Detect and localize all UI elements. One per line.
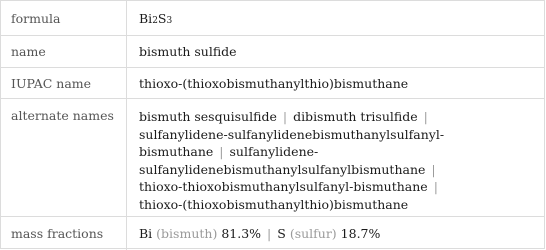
value-alternate-names: [128, 99, 544, 216]
value-iupac-name: thioxo-(thioxobismuthanylthio)bismuthane: [139, 75, 409, 91]
mass-fraction-s-value: 18.7%: [340, 226, 381, 241]
value-formula: [128, 1, 544, 35]
mass-fraction-s-name: (sulfur): [289, 226, 337, 241]
row-alternate-names: [1, 99, 544, 217]
alternate-names-line: [139, 126, 444, 144]
formula-element-bi: Bi: [139, 10, 153, 26]
alternate-name: bismuth sesquisulfide: [139, 109, 277, 124]
alternate-name: sulfanylidene-: [229, 144, 319, 159]
label-name: name: [1, 36, 127, 67]
mass-fraction-bi-value: 81.3%: [221, 226, 262, 241]
separator: |: [267, 226, 272, 241]
alternate-name: sulfanylidene-sulfanylidenebismuthanylsulfanyl-: [139, 126, 445, 142]
alternate-name: sulfanylidenebismuthanylsulfanylbismuthane: [139, 161, 426, 177]
separator: |: [282, 109, 288, 124]
formula-subscript-bi: 2: [152, 16, 158, 26]
row-name: [1, 36, 544, 68]
row-iupac-name: [1, 68, 544, 99]
label-formula: formula: [1, 1, 127, 35]
row-formula: [1, 1, 544, 36]
value-mass-fractions: [128, 217, 544, 250]
row-mass-fractions: [1, 217, 544, 250]
label-iupac-name: IUPAC name: [1, 68, 127, 98]
alternate-names-list: [139, 108, 444, 213]
separator: |: [423, 109, 428, 124]
alternate-names-line: [139, 196, 444, 214]
value-name: bismuth sulfide: [139, 44, 237, 59]
label-alternate-names: alternate names: [1, 99, 127, 216]
mass-fraction-s-symbol: S: [277, 226, 286, 241]
alternate-name: dibismuth trisulfide: [293, 109, 418, 124]
alternate-names-line: [139, 178, 444, 196]
alternate-name: bismuthane: [139, 144, 214, 159]
alternate-names-line: [139, 161, 444, 179]
separator: |: [219, 144, 224, 159]
separator: |: [433, 179, 438, 194]
formula-element-s: S: [157, 10, 167, 26]
mass-fraction-bi-symbol: Bi: [139, 226, 153, 241]
label-mass-fractions: mass fractions: [1, 217, 127, 250]
alternate-name: thioxo-(thioxobismuthanylthio)bismuthane: [139, 196, 409, 212]
formula-subscript-s: 3: [166, 16, 173, 26]
alternate-names-line: [139, 143, 444, 161]
separator: |: [431, 161, 436, 177]
mass-fraction-bi-name: (bismuth): [156, 226, 218, 241]
alternate-name: thioxo-thioxobismuthanylsulfanyl-bismuthane: [139, 179, 428, 194]
alternate-names-line: [139, 108, 444, 126]
